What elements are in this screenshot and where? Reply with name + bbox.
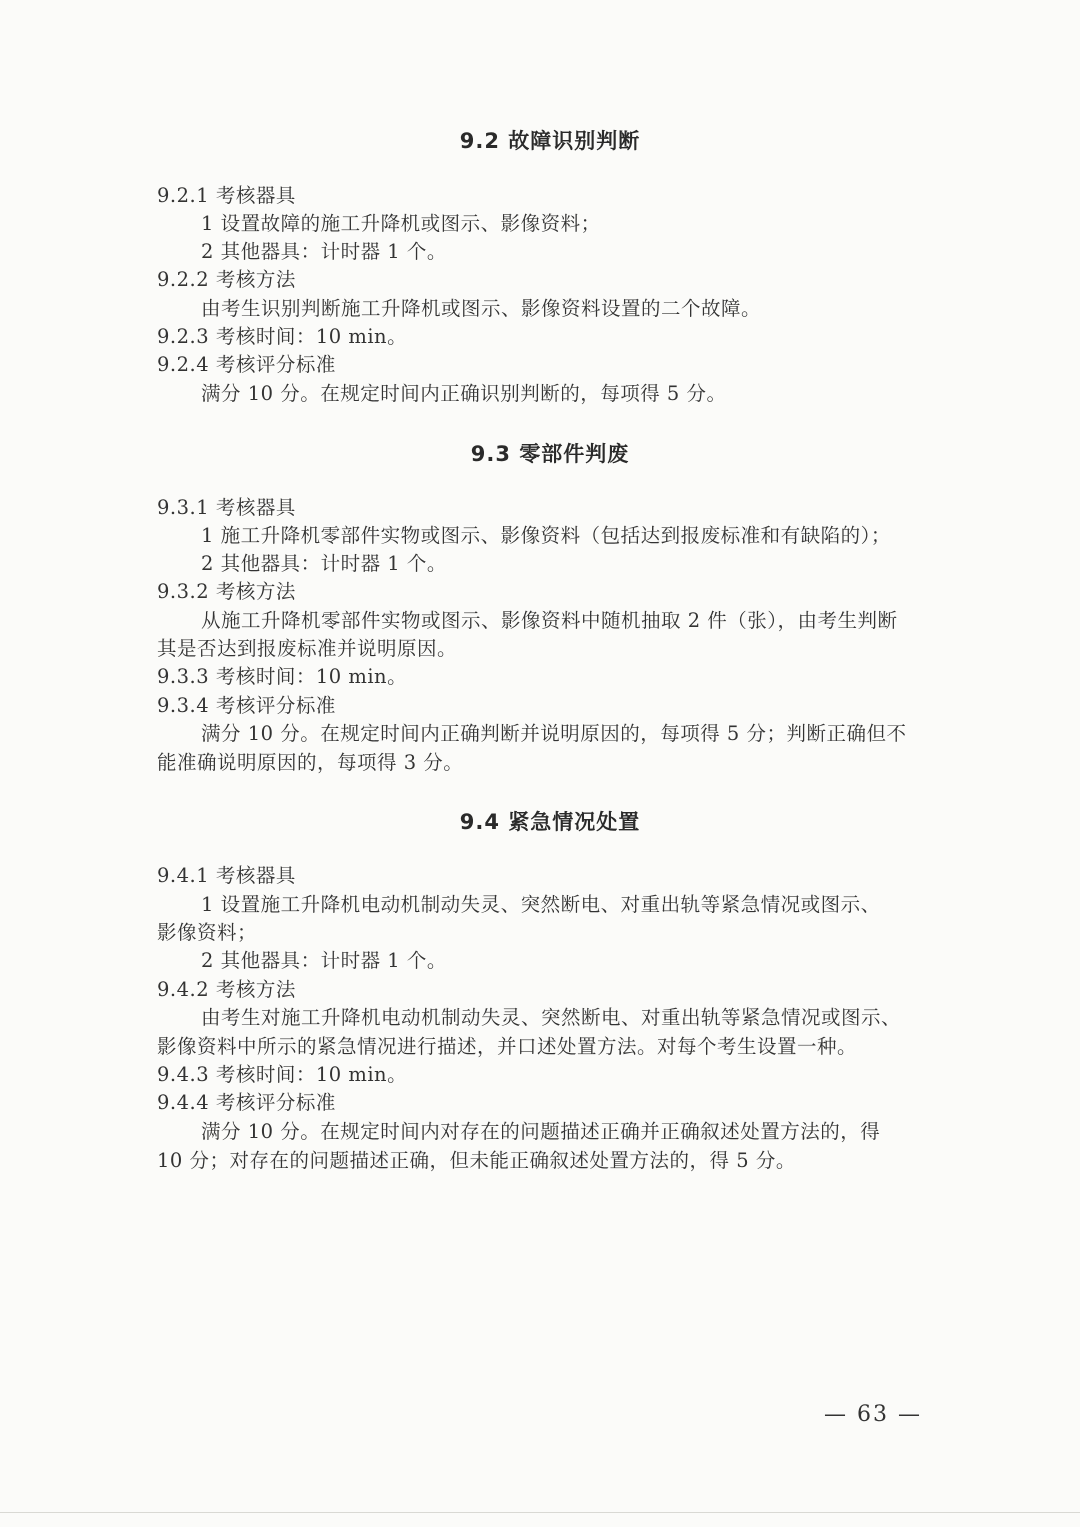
clause-9-2-2: 9.2.2 考核方法 [157, 268, 296, 291]
body-line: 2 其他器具：计时器 1 个。 [201, 240, 447, 263]
body-line: 1 设置施工升降机电动机制动失灵、突然断电、对重出轨等紧急情况或图示、 [201, 893, 881, 916]
body-line: 从施工升降机零部件实物或图示、影像资料中随机抽取 2 件（张），由考生判断 [201, 609, 898, 632]
clause-9-4-4: 9.4.4 考核评分标准 [157, 1091, 336, 1114]
clause-9-3-4: 9.3.4 考核评分标准 [157, 694, 336, 717]
clause-9-2-3: 9.2.3 考核时间：10 min。 [157, 325, 408, 348]
clause-9-3-2: 9.3.2 考核方法 [157, 580, 296, 603]
body-line: 10 分；对存在的问题描述正确，但未能正确叙述处置方法的，得 5 分。 [157, 1149, 796, 1172]
body-line: 1 设置故障的施工升降机或图示、影像资料； [201, 212, 601, 235]
body-line: 2 其他器具：计时器 1 个。 [201, 949, 447, 972]
section-heading-9-3: 9.3 零部件判废 [470, 442, 630, 466]
clause-9-4-3: 9.4.3 考核时间：10 min。 [157, 1063, 408, 1086]
body-line: 影像资料； [157, 921, 258, 944]
clause-9-4-2: 9.4.2 考核方法 [157, 978, 296, 1001]
body-line: 能准确说明原因的，每项得 3 分。 [157, 751, 464, 774]
page-bottom-edge [0, 1512, 1080, 1513]
clause-9-3-1: 9.3.1 考核器具 [157, 496, 296, 519]
body-line: 满分 10 分。在规定时间内正确判断并说明原因的，每项得 5 分；判断正确但不 [201, 722, 907, 745]
clause-9-2-4: 9.2.4 考核评分标准 [157, 353, 336, 376]
clause-9-3-3: 9.3.3 考核时间：10 min。 [157, 665, 408, 688]
body-line: 影像资料中所示的紧急情况进行描述，并口述处置方法。对每个考生设置一种。 [157, 1035, 858, 1058]
body-line: 满分 10 分。在规定时间内正确识别判断的，每项得 5 分。 [201, 382, 727, 405]
body-line: 1 施工升降机零部件实物或图示、影像资料（包括达到报废标准和有缺陷的）； [201, 524, 891, 547]
section-heading-9-2: 9.2 故障识别判断 [459, 129, 641, 153]
body-line: 2 其他器具：计时器 1 个。 [201, 552, 447, 575]
clause-9-2-1: 9.2.1 考核器具 [157, 184, 296, 207]
page-number: — 63 — [824, 1402, 922, 1427]
body-line: 满分 10 分。在规定时间内对存在的问题描述正确并正确叙述处置方法的，得 [201, 1120, 881, 1143]
clause-9-4-1: 9.4.1 考核器具 [157, 864, 296, 887]
body-line: 其是否达到报废标准并说明原因。 [157, 637, 458, 660]
body-line: 由考生对施工升降机电动机制动失灵、突然断电、对重出轨等紧急情况或图示、 [201, 1006, 902, 1029]
body-line: 由考生识别判断施工升降机或图示、影像资料设置的二个故障。 [201, 297, 762, 320]
section-heading-9-4: 9.4 紧急情况处置 [459, 810, 641, 834]
